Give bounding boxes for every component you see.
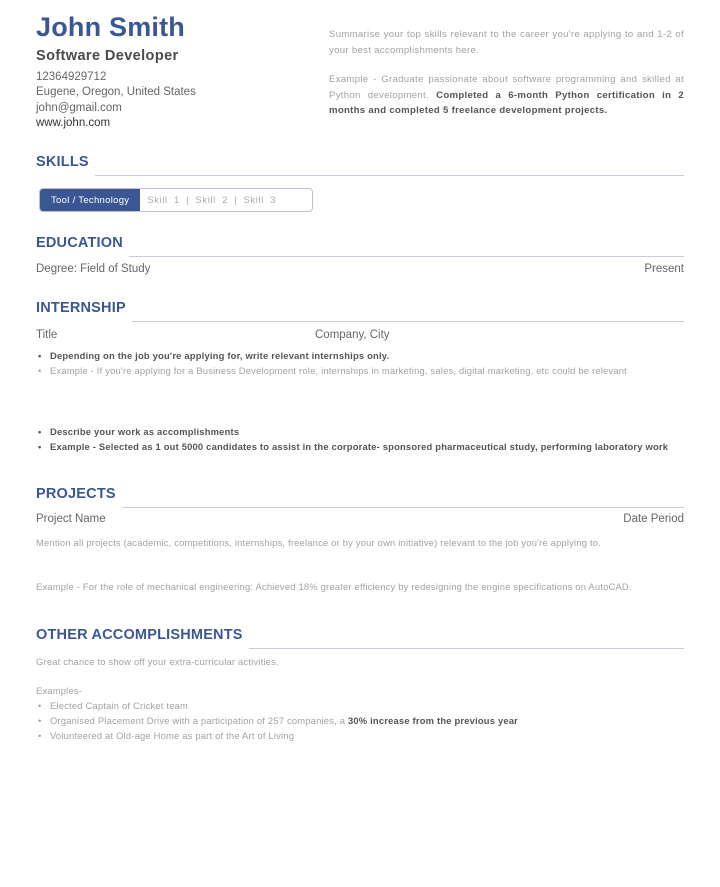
summary-example-plain: Example - Graduate passionate about software programming and skilled at Python development. — [329, 74, 684, 101]
internship-bullets-1 — [38, 348, 688, 378]
section-title: EDUCATION — [36, 235, 123, 251]
internship-section-header — [36, 300, 684, 316]
phone: 12364929712 — [36, 71, 107, 83]
internship-bullets-2 — [38, 424, 688, 454]
section-title: SKILLS — [36, 154, 89, 170]
internship-row — [36, 329, 684, 341]
project-example: Example - For the role of mechanical engineering: Achieved 18% greater efficiency by redesigning the engine specifications on AutoCAD. — [36, 581, 632, 592]
accomplishments-section-header — [36, 627, 684, 643]
internship-title: Title — [36, 329, 58, 341]
education-row — [36, 263, 684, 275]
internship-company: Company, City — [315, 329, 390, 341]
skills-box — [39, 188, 313, 212]
list-item: • Depending on the job you're applying for, write relevant internships only. — [38, 348, 688, 363]
section-divider — [129, 256, 684, 257]
list-item-text: Organised Placement Drive with a participation of 257 companies, a — [50, 715, 348, 727]
examples-label: Examples- — [36, 685, 83, 696]
accomplishments-intro: Great chance to show off your extra-curricular activities. — [36, 656, 279, 667]
location: Eugene, Oregon, United States — [36, 86, 196, 99]
section-divider — [122, 507, 684, 508]
list-item — [38, 713, 688, 728]
section-title: PROJECTS — [36, 486, 116, 502]
section-divider — [132, 321, 684, 322]
skill-list: Skill 1 | Skill 2 | Skill 3 — [147, 194, 277, 206]
accomplishments-list — [38, 698, 688, 744]
website-link[interactable]: www.john.com — [36, 116, 111, 129]
section-title: INTERNSHIP — [36, 300, 126, 316]
education-date: Present — [644, 263, 684, 275]
projects-section-header — [36, 486, 684, 502]
project-description: Mention all projects (academic, competitions, internships, freelance or by your own initiative) relevant to the job you're applying to. — [36, 537, 602, 548]
list-item: • Example - If you're applying for a Business Development role, internships in marketing, sales, digital marketing, etc could be relevant — [38, 363, 688, 378]
summary — [329, 27, 684, 119]
list-item: • Elected Captain of Cricket team — [38, 698, 688, 713]
summary-example-bold: Completed a 6-month Python certification in 2 months and completed 5 freelance development projects. — [329, 89, 684, 116]
skills-section-header — [36, 154, 684, 170]
email-link[interactable]: john@gmail.com — [36, 101, 122, 114]
education-section-header — [36, 235, 684, 251]
project-name: Project Name — [36, 513, 106, 525]
project-row — [36, 513, 684, 525]
list-item: • Volunteered at Old-age Home as part of the Art of Living — [38, 728, 688, 743]
section-divider — [95, 175, 684, 176]
section-title: OTHER ACCOMPLISHMENTS — [36, 627, 243, 643]
list-item: • Describe your work as accomplishments — [38, 424, 688, 439]
project-date: Date Period — [623, 513, 684, 525]
list-item: • Example - Selected as 1 out 5000 candidates to assist in the corporate- sponsored pharmaceutical study, performing laboratory work — [38, 439, 688, 454]
degree: Degree: Field of Study — [36, 263, 151, 275]
section-divider — [249, 648, 684, 649]
list-item-highlight: 30% increase from the previous year — [347, 715, 519, 727]
summary-example — [329, 72, 684, 119]
skill-category: Tool / Technology — [40, 189, 140, 211]
candidate-title: Software Developer — [36, 48, 179, 64]
contact-info — [36, 70, 196, 131]
candidate-name: John Smith — [36, 12, 185, 42]
summary-intro: Summarise your top skills relevant to the career you're applying to and 1-2 of your best accomplishments here. — [329, 29, 684, 56]
